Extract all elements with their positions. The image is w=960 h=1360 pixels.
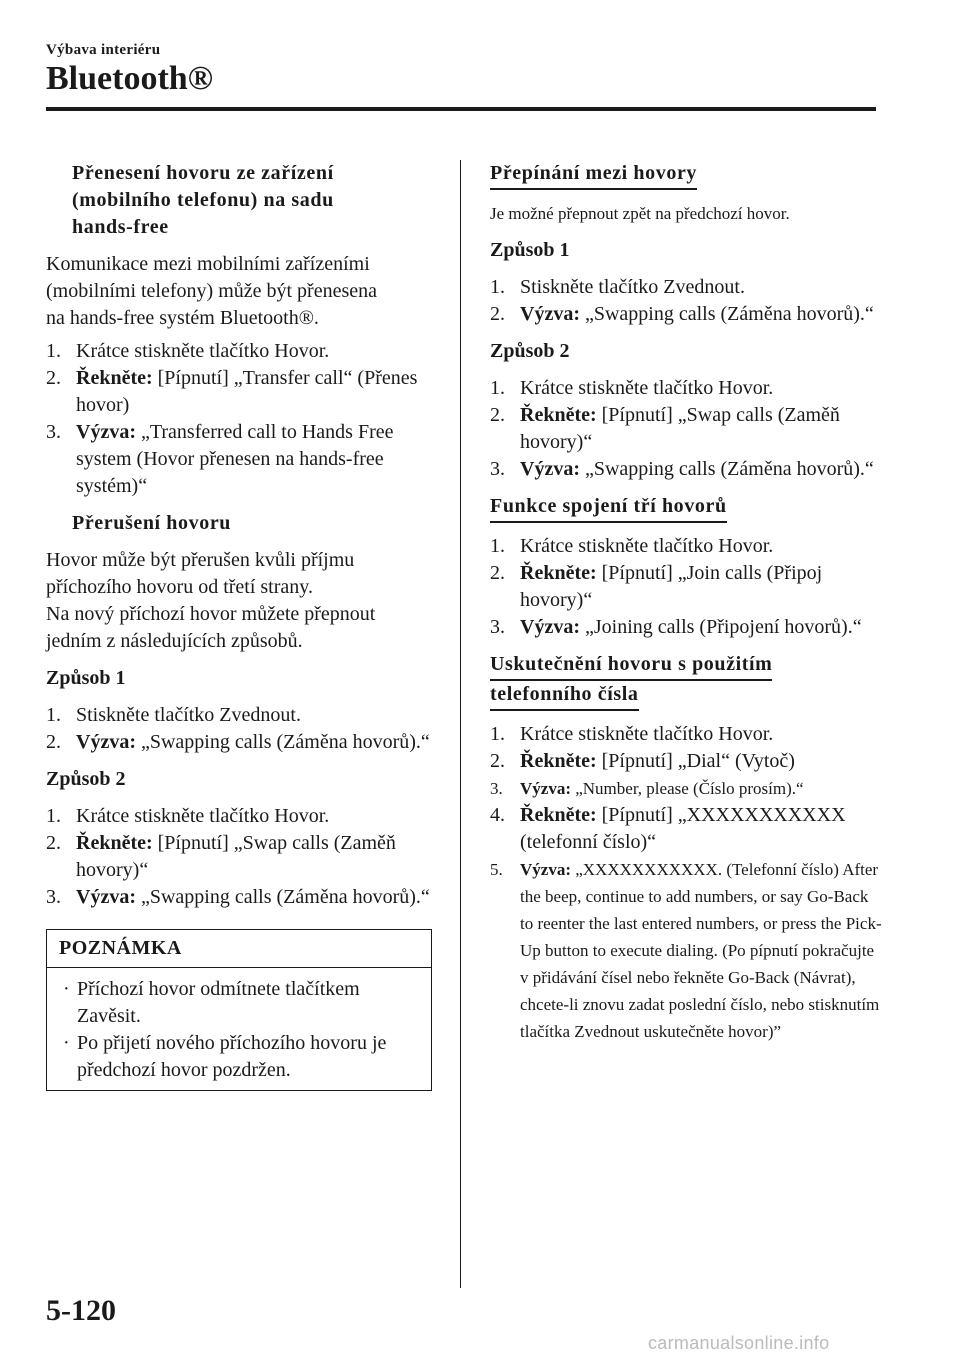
header-section: Výbava interiéru — [46, 42, 161, 58]
switch-heading: Přepínání mezi hovory — [490, 160, 697, 190]
method-2-label: Způsob 2 — [46, 768, 126, 790]
three-call-steps — [490, 533, 882, 641]
list-item: 2. Výzva: „Swapping calls (Záměna hovorů).“ — [46, 731, 430, 753]
list-item: 2. Řekněte: [Pípnutí] „Join calls (Připoj hovory)“ — [490, 562, 823, 611]
three-call-heading: Funkce spojení tří hovorů — [490, 493, 727, 523]
list-item: 1. Krátce stiskněte tlačítko Hovor. — [46, 340, 330, 362]
note-box — [46, 929, 432, 1091]
list-item: 1. Stiskněte tlačítko Zvednout. — [490, 276, 745, 298]
list-item: 1. Krátce stiskněte tlačítko Hovor. — [490, 535, 774, 557]
list-item: 4. Řekněte: [Pípnutí] „XXXXXXXXXXX (telefonní číslo)“ — [490, 804, 846, 853]
column-divider — [460, 160, 461, 1288]
list-item: 2. Řekněte: [Pípnutí] „Swap calls (Zaměň hovory)“ — [46, 832, 396, 881]
list-item: 2. Řekněte: [Pípnutí] „Swap calls (Zaměň hovory)“ — [490, 404, 840, 453]
bullet-icon: · — [63, 1032, 70, 1054]
list-item: 2. Řekněte: [Pípnutí] „Dial“ (Vytoč) — [490, 750, 795, 772]
list-item: 1. Stiskněte tlačítko Zvednout. — [46, 704, 301, 726]
list-item: 3. Výzva: „Swapping calls (Záměna hovorů).“ — [46, 886, 430, 908]
header-rule — [46, 107, 876, 111]
list-item: 1. Krátce stiskněte tlačítko Hovor. — [490, 723, 774, 745]
list-item: 3. Výzva: „Transferred call to Hands Free system (Hovor přenesen na hands-free systém)“ — [46, 421, 394, 497]
method-2-label: Způsob 2 — [490, 340, 570, 362]
transfer-steps — [46, 338, 436, 500]
list-item: 3. Výzva: „Swapping calls (Záměna hovorů).“ — [490, 458, 874, 480]
left-column — [46, 160, 436, 1091]
method-2-steps — [46, 803, 436, 911]
method-1-label: Způsob 1 — [46, 667, 126, 689]
list-item: 1. Krátce stiskněte tlačítko Hovor. — [46, 805, 330, 827]
note-body — [47, 968, 431, 1090]
list-item: 2. Řekněte: [Pípnutí] „Transfer call“ (Přenes hovor) — [46, 367, 418, 416]
list-item: 1. Krátce stiskněte tlačítko Hovor. — [490, 377, 774, 399]
list-item: 2. Výzva: „Swapping calls (Záměna hovorů).“ — [490, 303, 874, 325]
switch-intro: Je možné přepnout zpět na předchozí hovor. — [490, 204, 790, 223]
interrupt-intro: Hovor může být přerušen kvůli příjmu příchozího hovoru od třetí strany. Na nový příchozí hovor můžete přepnout jedním z následujících způsobů. — [46, 549, 376, 652]
transfer-intro: Komunikace mezi mobilními zařízeními (mobilními telefony) může být přenesena na hands-free systém Bluetooth®. — [46, 253, 378, 329]
method-1-steps — [490, 274, 882, 328]
interrupt-heading: Přerušení hovoru — [72, 512, 232, 534]
note-item: · Příchozí hovor odmítnete tlačítkem Zavěsit. — [63, 978, 360, 1027]
dial-heading: Uskutečnění hovoru s použitím telefonního čísla — [490, 651, 882, 711]
bullet-icon: · — [63, 978, 70, 1000]
note-title: POZNÁMKA — [47, 930, 431, 968]
page-number: 5-120 — [46, 1294, 116, 1327]
list-item: 3. Výzva: „Joining calls (Připojení hovorů).“ — [490, 616, 862, 638]
list-item: 3. Výzva: „Number, please (Číslo prosím).“ — [490, 779, 804, 798]
method-2-steps — [490, 375, 882, 483]
list-item: 5. Výzva: „XXXXXXXXXXX. (Telefonní číslo) After the beep, continue to add numbers, or say Go-Back to reenter the last entered numbers, or press the Pick-Up button to execute dialing. (Po pípnutí pokračujte v přidávání čísel nebo řekněte Go-Back (Návrat), chcete-li znovu zadat poslední číslo, nebo stisknutím tlačítka Zvednout uskutečněte hovor)” — [490, 860, 882, 1041]
right-column — [490, 160, 882, 1055]
dial-steps — [490, 721, 882, 1045]
method-1-label: Způsob 1 — [490, 239, 570, 261]
page-title: Bluetooth® — [46, 60, 214, 97]
method-1-steps — [46, 702, 436, 756]
note-item: · Po přijetí nového příchozího hovoru je předchozí hovor pozdržen. — [63, 1032, 387, 1081]
watermark: carmanualsonline.info — [648, 1333, 830, 1353]
transfer-heading: Přenesení hovoru ze zařízení (mobilního telefonu) na sadu hands-free — [72, 162, 334, 238]
